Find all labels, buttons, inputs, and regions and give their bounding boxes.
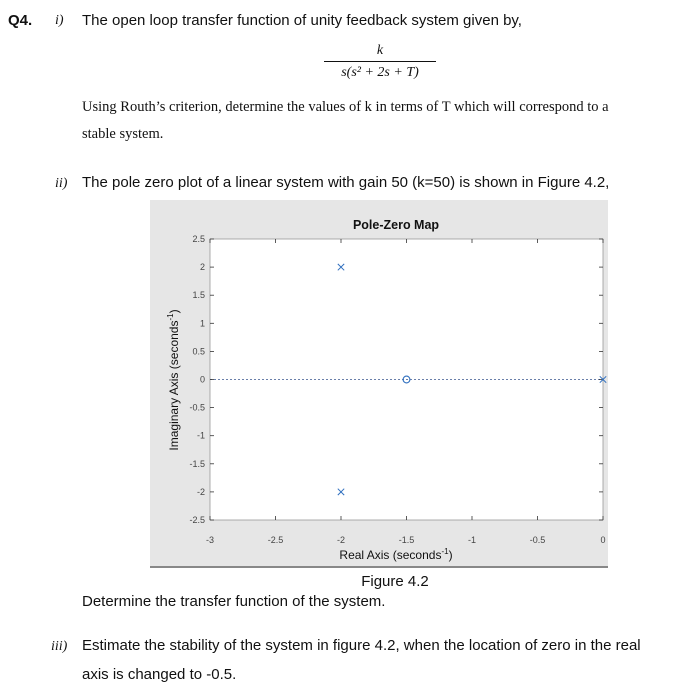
y-tick-label: 0 bbox=[199, 374, 205, 385]
part-label-ii: ii) bbox=[55, 176, 68, 191]
part-i-body-line2: stable system. bbox=[82, 126, 164, 142]
part-i-body-line1: Using Routh’s criterion, determine the values of k in terms of T which will correspond to a bbox=[82, 99, 609, 115]
y-tick-label: -1.5 bbox=[189, 458, 205, 469]
part-ii-intro: The pole zero plot of a linear system with gain 50 (k=50) is shown in Figure 4.2, bbox=[82, 174, 610, 191]
x-tick-label: -2 bbox=[336, 535, 346, 545]
part-iii-line2: axis is changed to -0.5. bbox=[82, 666, 237, 683]
part-label-i: i) bbox=[55, 13, 64, 28]
x-tick-label: -1 bbox=[467, 535, 477, 545]
x-tick-label: -1.5 bbox=[398, 535, 415, 545]
chart-title: Pole-Zero Map bbox=[352, 218, 440, 232]
y-tick-label: -1 bbox=[196, 430, 205, 441]
y-tick-label: 1.5 bbox=[192, 290, 205, 301]
x-tick-label: -0.5 bbox=[529, 535, 546, 545]
tf-numerator: k bbox=[376, 43, 384, 58]
x-tick-label: -3 bbox=[205, 535, 215, 545]
y-tick-label: -0.5 bbox=[189, 402, 205, 413]
figure-caption: Figure 4.2 bbox=[361, 573, 429, 590]
part-label-iii: iii) bbox=[51, 639, 68, 654]
question-number: Q4. bbox=[8, 12, 33, 29]
part-i-intro: The open loop transfer function of unity feedback system given by, bbox=[82, 12, 522, 29]
x-tick-label: 0 bbox=[600, 535, 606, 545]
x-tick-label: -2.5 bbox=[267, 535, 284, 545]
part-iii-line1: Estimate the stability of the system in figure 4.2, when the location of zero in the real bbox=[82, 637, 641, 654]
y-tick-label: -2.5 bbox=[189, 515, 205, 525]
tf-denominator: s(s² + 2s + T) bbox=[341, 65, 419, 80]
x-axis-label: Real Axis (seconds$^{-1}$) bbox=[339, 547, 453, 562]
y-tick-label: 2.5 bbox=[192, 234, 205, 244]
y-axis-label: Imaginary Axis (seconds$^{-1}$) bbox=[166, 309, 181, 451]
part-ii-task: Determine the transfer function of the system. bbox=[82, 593, 386, 610]
y-tick-label: 0.5 bbox=[192, 346, 205, 357]
y-tick-label: 1 bbox=[199, 318, 205, 329]
y-tick-label: -2 bbox=[196, 486, 205, 497]
y-tick-label: 2 bbox=[199, 262, 205, 273]
